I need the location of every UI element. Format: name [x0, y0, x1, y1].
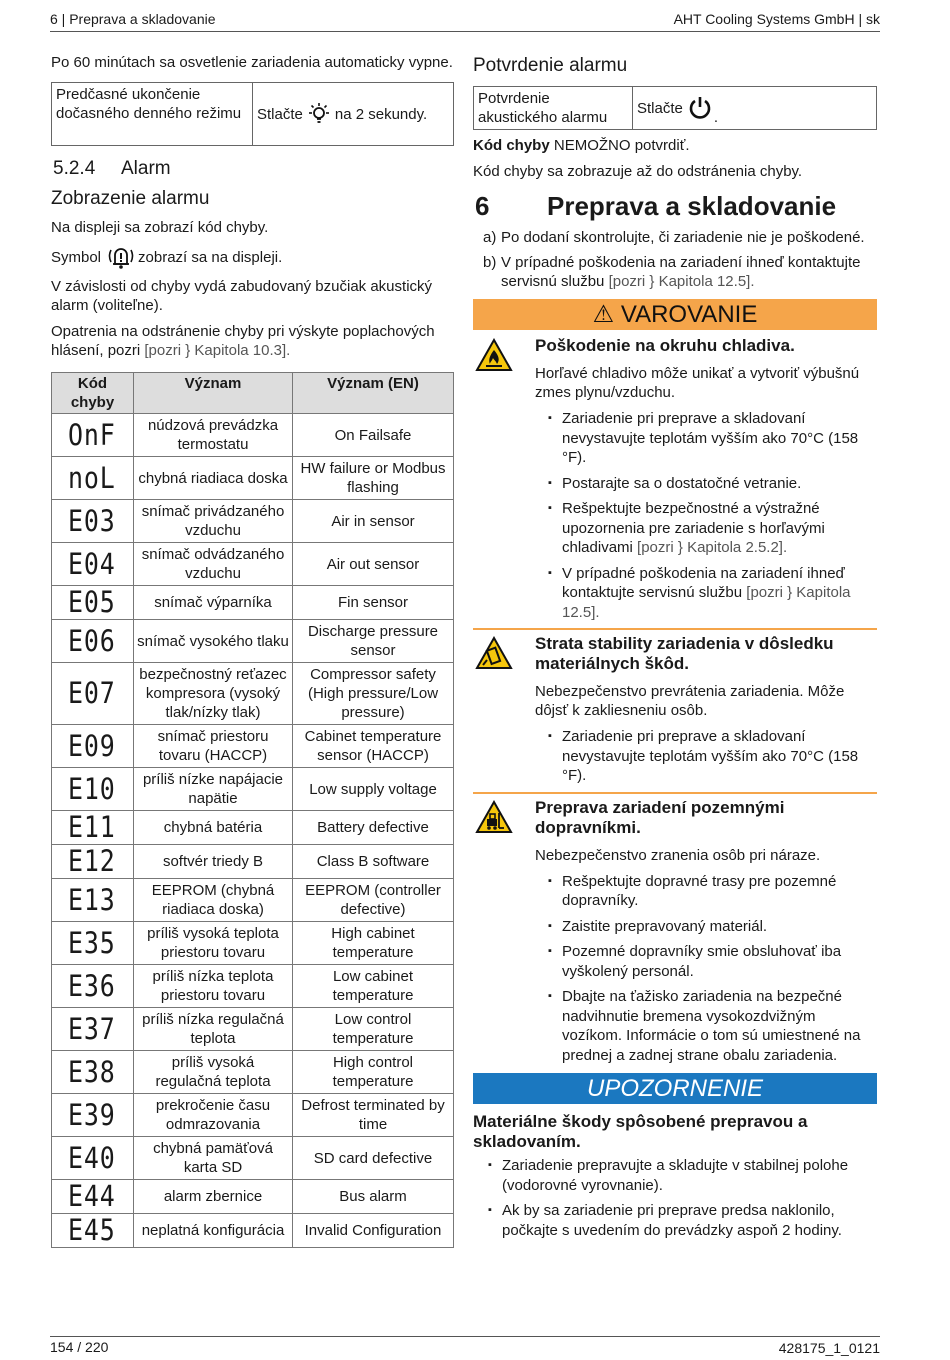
buzzer-text: V závislosti od chyby vydá zabudovaný bzučiak akustický alarm (voliteľne). [51, 278, 433, 314]
meaning-cell: bezpečnostný reťazec kompresora (vysoký tlak/nízky tlak) [134, 663, 293, 725]
meaning-en-cell: Battery defective [293, 811, 454, 845]
table-row [52, 543, 454, 586]
meaning-cell: núdzová prevádzka termostatu [134, 414, 293, 457]
meaning-cell: neplatná konfigurácia [134, 1214, 293, 1248]
day-mode-action [253, 83, 431, 145]
error-code-cell [52, 1008, 134, 1051]
symbol-text-post: zobrazí sa na displeji. [138, 248, 283, 266]
warning-text: Horľavé chladivo môže unikať a vytvoriť výbušnú zmes plynu/vzduchu. [535, 365, 860, 401]
meaning-en-cell: Compressor safety (High pressure/Low pressure) [293, 663, 454, 725]
error-code-cell [52, 620, 134, 663]
meaning-cell: chybná riadiaca doska [134, 457, 293, 500]
code-not-confirm [473, 136, 877, 155]
meaning-cell: chybná pamäťová karta SD [134, 1137, 293, 1180]
meaning-cell: snímač vysokého tlaku [134, 620, 293, 663]
error-code-cell [52, 663, 134, 725]
page-header [50, 11, 880, 32]
chapter-ref-link[interactable]: [pozri } Kapitola 2.5.2]. [637, 539, 788, 556]
error-code-cell [52, 811, 134, 845]
list-item-text: Rešpektujte bezpečnostné a výstražné upozornenia pre zariadenie s horľavými chladivami [562, 500, 825, 556]
chapter-title: Preprava a skladovanie [547, 191, 837, 221]
error-code-cell [52, 845, 134, 879]
table-row [52, 1137, 454, 1180]
section-number: 5.2.4 [53, 158, 96, 179]
table-row [52, 1008, 454, 1051]
error-code-cell [52, 414, 134, 457]
steps-list [473, 228, 877, 291]
error-code: E39 [68, 1097, 116, 1132]
code-shown-text: Kód chyby sa zobrazuje až do odstránenia chyby. [473, 163, 803, 180]
table-row [52, 879, 454, 922]
col-meaning-en-header: Význam (EN) [293, 373, 454, 414]
meaning-en-cell: Class B software [293, 845, 454, 879]
table-row [52, 586, 454, 620]
forklift-warning-icon [475, 800, 513, 834]
confirm-heading: Potvrdenie alarmu [473, 55, 628, 76]
right-column [473, 53, 877, 1246]
error-code-cell [52, 1051, 134, 1094]
error-code-table [51, 372, 454, 1248]
table-row [52, 457, 454, 500]
error-code-cell [52, 1094, 134, 1137]
list-item: ▪ Ak by sa zariadenie pri preprave predsa naklonilo, počkajte s uvedením do prevádzky aspoň 2 hodiny. [473, 1201, 877, 1240]
table-row [52, 922, 454, 965]
warning-list [535, 727, 877, 786]
error-code: E40 [68, 1140, 116, 1175]
error-code-cell [52, 586, 134, 620]
step-text: Po dodaní skontrolujte, či zariadenie nie je poškodené. [501, 229, 865, 246]
meaning-cell: alarm zbernice [134, 1180, 293, 1214]
error-code: E07 [68, 676, 116, 710]
error-code: OnF [68, 417, 116, 452]
error-code-cell [52, 543, 134, 586]
error-code: E05 [68, 585, 116, 619]
table-row [52, 1180, 454, 1214]
meaning-cell: snímač odvádzaného vzduchu [134, 543, 293, 586]
section-title: Alarm [121, 158, 171, 179]
meaning-cell: snímač privádzaného vzduchu [134, 500, 293, 543]
warning-text: Nebezpečenstvo zranenia osôb pri náraze. [535, 846, 821, 864]
meaning-en-cell: Cabinet temperature sensor (HACCP) [293, 725, 454, 768]
notice-list [473, 1156, 877, 1240]
measures-text-body: Opatrenia na odstránenie chyby pri výskyte poplachových hlásení, pozri [51, 323, 435, 359]
list-item: ▪ Zaistite prepravovaný materiál. [535, 917, 877, 937]
error-code: E03 [68, 503, 116, 538]
warning-triangle-icon: ⚠ [592, 301, 615, 328]
warning-title: Poškodenie na okruhu chladiva. [535, 336, 795, 355]
meaning-en-cell: High control temperature [293, 1051, 454, 1094]
error-code: E11 [68, 810, 116, 844]
meaning-en-cell: Air in sensor [293, 500, 454, 543]
meaning-en-cell: Discharge pressure sensor [293, 620, 454, 663]
table-row [52, 500, 454, 543]
table-row [52, 965, 454, 1008]
chapter-ref-link[interactable]: [pozri } Kapitola 10.3]. [144, 342, 291, 359]
code-bold: Kód chyby [473, 137, 550, 154]
document-id: 428175_1_0121 [778, 1340, 880, 1356]
symbol-text-pre: Symbol [51, 248, 102, 266]
confirm-period: . [713, 109, 719, 126]
error-code-cell [52, 922, 134, 965]
meaning-cell: príliš nízke napájacie napätie [134, 768, 293, 811]
chapter-ref-link[interactable]: [pozri } Kapitola 12.5]. [608, 273, 755, 290]
error-code-cell [52, 725, 134, 768]
left-column [51, 53, 454, 1248]
list-item: ▪ Zariadenie pri preprave a skladovaní nevystavujte teplotám vyšším ako 70°C (158 °F). [535, 409, 877, 468]
table-row [52, 725, 454, 768]
display-text: Na displeji sa zobrazí kód chyby. [51, 219, 269, 236]
page-number: 154 / 220 [50, 1339, 109, 1355]
meaning-cell: softvér triedy B [134, 845, 293, 879]
warning-title: Strata stability zariadenia v dôsledku materiálnych škôd. [535, 634, 834, 673]
meaning-en-cell: Air out sensor [293, 543, 454, 586]
page-footer [50, 1336, 880, 1355]
tipping-warning-icon [475, 636, 513, 670]
intro-text: Po 60 minútach sa osvetlenie zariadenia automaticky vypne. [51, 54, 453, 71]
error-code: E04 [68, 546, 116, 581]
list-item: ▪ Dbajte na ťažisko zariadenia na bezpečné nadvihnutie bremena vysokozdvižným vozíkom. Informácie o tom sú umiestnené na prednej a zadnej strane obalu zariadenia. [535, 987, 877, 1065]
step-marker: b) [483, 254, 497, 271]
light-bulb-icon [306, 102, 332, 126]
error-code: E37 [68, 1011, 116, 1046]
list-item: ▪ Zariadenie prepravujte a skladujte v stabilnej polohe (vodorovné vyrovnanie). [473, 1156, 877, 1195]
col-meaning-header: Význam [134, 373, 293, 414]
meaning-en-cell: Low cabinet temperature [293, 965, 454, 1008]
error-code-cell [52, 768, 134, 811]
error-code: E45 [68, 1213, 116, 1247]
meaning-en-cell: Bus alarm [293, 1180, 454, 1214]
list-item: ▪ Pozemné dopravníky smie obsluhovať iba vyškolený personál. [535, 942, 877, 981]
table-row [52, 845, 454, 879]
error-code-cell [52, 965, 134, 1008]
error-code: E10 [68, 771, 116, 806]
list-item: ▪ Rešpektujte dopravné trasy pre pozemné dopravníky. [535, 872, 877, 911]
meaning-cell: prekročenie času odmrazovania [134, 1094, 293, 1137]
error-code-rows [52, 414, 454, 1248]
meaning-en-cell: Low control temperature [293, 1008, 454, 1051]
meaning-cell: snímač výparníka [134, 586, 293, 620]
error-code-cell [52, 457, 134, 500]
error-code-cell [52, 879, 134, 922]
error-code: E06 [68, 623, 116, 658]
meaning-en-cell: Invalid Configuration [293, 1214, 454, 1248]
meaning-en-cell: HW failure or Modbus flashing [293, 457, 454, 500]
confirm-press: Stlačte [637, 99, 683, 117]
error-code: E44 [68, 1179, 116, 1213]
confirm-label: Potvrdenie akustického alarmu [474, 87, 633, 129]
error-code: E38 [68, 1054, 116, 1089]
meaning-en-cell: Defrost terminated by time [293, 1094, 454, 1137]
code-rest: NEMOŽNO potvrdiť. [553, 137, 690, 154]
header-chapter: 6 | Preprava a skladovanie [50, 11, 216, 27]
meaning-cell: príliš nízka teplota priestoru tovaru [134, 965, 293, 1008]
section-heading [51, 158, 454, 180]
notice-title: Materiálne škody spôsobené prepravou a skladovaním. [473, 1112, 808, 1151]
table-row [52, 1214, 454, 1248]
meaning-cell: príliš nízka regulačná teplota [134, 1008, 293, 1051]
table-row [52, 768, 454, 811]
table-row [52, 663, 454, 725]
day-mode-label: Predčasné ukončenie dočasného denného režimu [52, 83, 253, 145]
error-code: noL [68, 460, 116, 495]
meaning-en-cell: EEPROM (controller defective) [293, 879, 454, 922]
warning-refrigerant [473, 336, 877, 622]
error-code: E12 [68, 844, 116, 878]
meaning-cell: príliš vysoká regulačná teplota [134, 1051, 293, 1094]
error-code: E09 [68, 728, 116, 763]
step-item [473, 228, 877, 247]
warning-banner [473, 299, 877, 330]
symbol-text [51, 244, 454, 270]
table-row [52, 1051, 454, 1094]
alarm-bell-icon [106, 244, 136, 270]
error-code: E35 [68, 925, 116, 960]
warning-stability [473, 628, 877, 786]
notice-banner: UPOZORNENIE [473, 1073, 877, 1104]
meaning-en-cell: High cabinet temperature [293, 922, 454, 965]
chapter-heading [473, 191, 877, 222]
table-row [52, 1094, 454, 1137]
list-item-text: V prípadné poškodenia na zariadení ihneď kontaktujte servisnú službu [562, 564, 845, 601]
flammable-warning-icon [475, 338, 513, 372]
error-code: E36 [68, 968, 116, 1003]
error-code-cell [52, 1180, 134, 1214]
meaning-cell: príliš vysoká teplota priestoru tovaru [134, 922, 293, 965]
warning-list [535, 872, 877, 1066]
warning-label: VAROVANIE [620, 301, 758, 328]
list-item: ▪ Zariadenie pri preprave a skladovaní nevystavujte teplotám vyšším ako 70°C (158 °F). [535, 727, 877, 786]
meaning-en-cell: On Failsafe [293, 414, 454, 457]
error-code-cell [52, 500, 134, 543]
list-item: ▪ Postarajte sa o dostatočné vetranie. [535, 474, 877, 494]
step-marker: a) [483, 229, 497, 246]
measures-text [51, 322, 454, 360]
power-icon [687, 95, 713, 121]
confirm-action [633, 87, 722, 129]
chapter-number: 6 [475, 191, 490, 221]
warning-forklift [473, 792, 877, 1066]
meaning-cell: snímač priestoru tovaru (HACCP) [134, 725, 293, 768]
error-code: E13 [68, 882, 116, 917]
day-mode-duration: na 2 sekundy. [334, 105, 428, 123]
error-code-cell [52, 1214, 134, 1248]
warning-list [535, 409, 877, 622]
header-company: AHT Cooling Systems GmbH | sk [673, 11, 880, 27]
list-item [535, 499, 877, 558]
alarm-display-heading: Zobrazenie alarmu [51, 188, 210, 209]
meaning-en-cell: Fin sensor [293, 586, 454, 620]
step-item [473, 253, 877, 291]
warning-title: Preprava zariadení pozemnými dopravníkmi. [535, 797, 785, 837]
col-code-header: Kód chyby [52, 373, 134, 414]
table-row [52, 620, 454, 663]
warning-text: Nebezpečenstvo prevrátenia zariadenia. Môže dôjsť k zakliesneniu osôb. [535, 683, 845, 719]
table-header-row [52, 373, 454, 414]
day-mode-press: Stlačte [257, 105, 303, 123]
meaning-en-cell: Low supply voltage [293, 768, 454, 811]
step-text: V prípadné poškodenia na zariadení ihneď kontaktujte servisnú službu [501, 254, 861, 290]
meaning-cell: chybná batéria [134, 811, 293, 845]
error-code-cell [52, 1137, 134, 1180]
meaning-en-cell: SD card defective [293, 1137, 454, 1180]
confirm-box [473, 86, 877, 130]
day-mode-box [51, 82, 454, 146]
table-row [52, 811, 454, 845]
meaning-cell: EEPROM (chybná riadiaca doska) [134, 879, 293, 922]
chapter-ref-link[interactable]: [pozri } Kapitola 12.5]. [562, 584, 851, 621]
list-item [535, 564, 877, 623]
table-row [52, 414, 454, 457]
